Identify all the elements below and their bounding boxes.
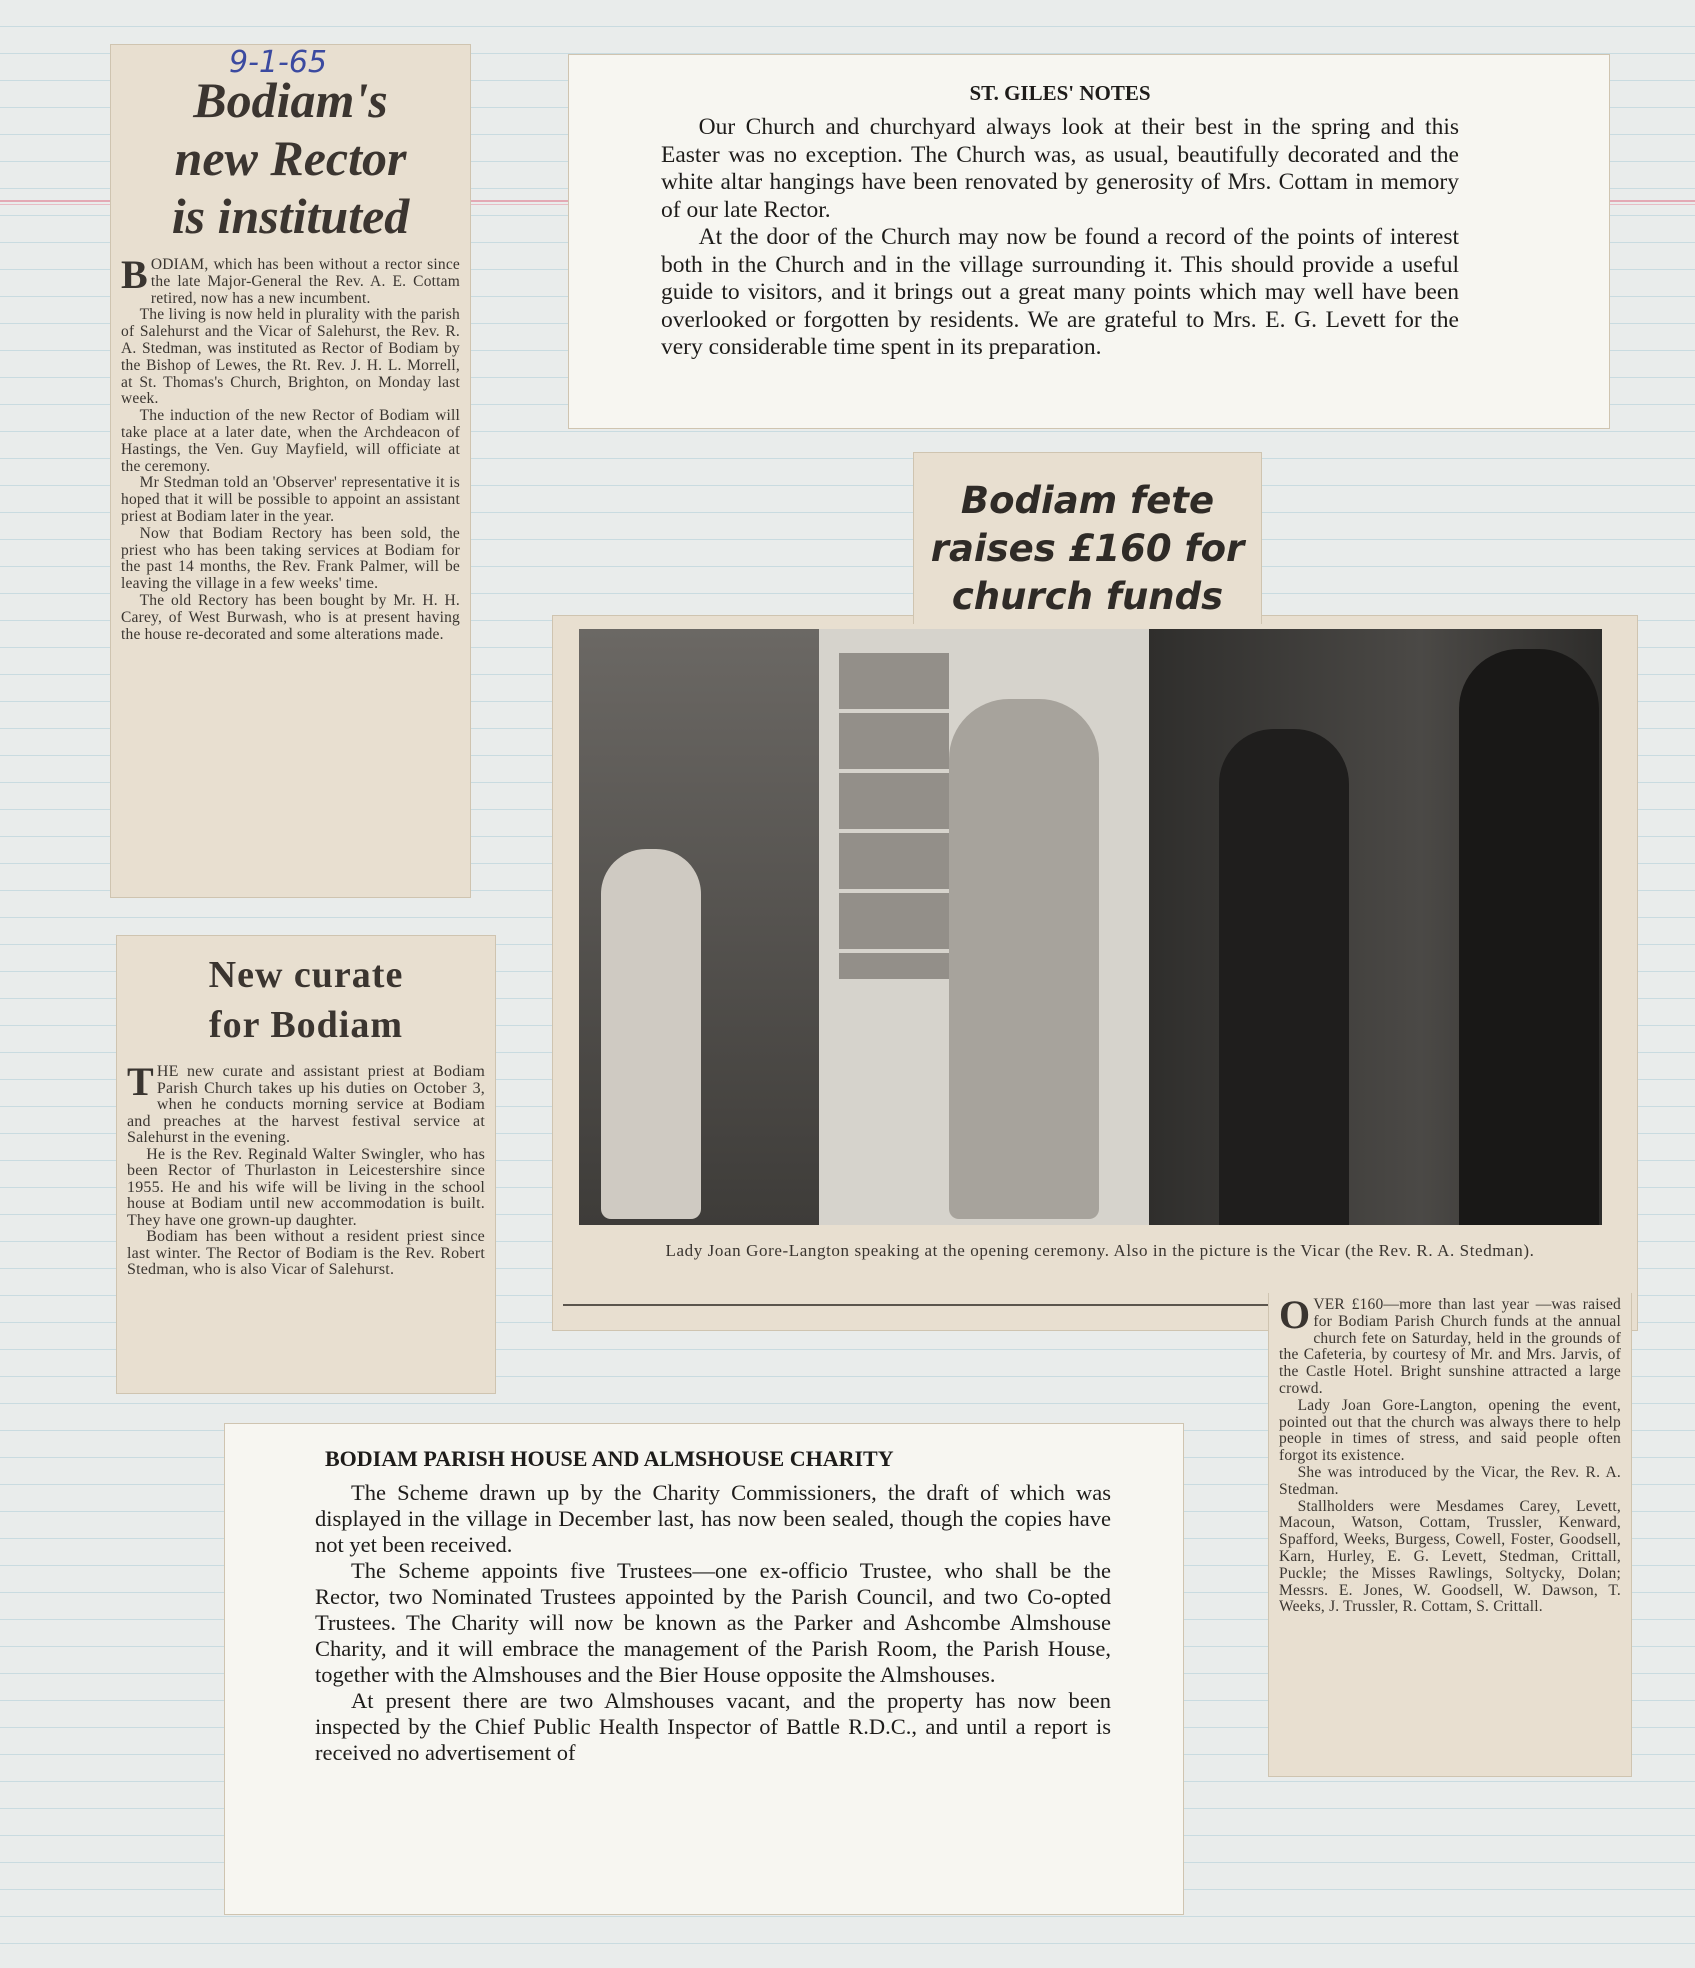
figure-lady [949,699,1099,1219]
photo-fete-opening [579,629,1602,1225]
paragraph: The living is now held in plurality with the parish of Salehurst and the Vicar of Salehurst, the Rev. R. A. Stedman, was instituted as Rector of Bodiam by the Bishop of Lewes, the Rt. Rev. J. H. L. Morrell, at St. Thomas's Church, Brighton, on Monday last week. [121,306,460,408]
fete-headline [913,452,1262,624]
paragraph: Our Church and churchyard always look at their best in the spring and this Easter was no exception. The Church was, as usual, beautifully decorated and the white altar hangings have been renovated by generosity of Mrs. Cottam in memory of our late Rector. [661,114,1459,223]
headline-line: church funds [951,575,1224,618]
figure-vicar [1219,729,1349,1225]
paragraph: The old Rectory has been bought by Mr. H. H. Carey, of West Burwash, who is at present having the house re-decorated and some alterations made. [121,591,460,643]
photo-caption: Lady Joan Gore-Langton speaking at the opening ceremony. Also in the picture is the Vicar (the Rev. R. A. Stedman). [665,1241,1535,1260]
clipping-fete-photo [552,615,1638,1337]
paragraph: Stallholders were Mesdames Carey, Levett, Macoun, Watson, Cottam, Trussler, Kenward, Spafford, Weeks, Burgess, Cowell, Foster, Goodsell, Karn, Hurley, E. G. Levett, Stedman, Crittall, Puckle; the Misses Rawlings, Soltycky, Dolan; Messrs. E. Jones, W. Goodsell, W. Dawson, T. Weeks, J. Trussler, R. Cottam, S. Crittall. [1279,1497,1621,1616]
figure-girl [601,849,701,1219]
paragraph: VER £160—more than last year —was raised for Bodiam Parish Church funds at the annual church fete on Saturday, held in the grounds of the Cafeteria, by courtesy of Mr. and Mrs. Jarvis, of the Castle Hotel. Bright sunshine attracted a large crowd. [1279,1296,1621,1397]
paragraph: Mr Stedman told an 'Observer' representative it is hoped that it will be possible to appoint an assistant priest at Bodiam later in the year. [121,474,460,525]
headline-line: for Bodiam [208,1004,404,1046]
clipping-almshouse-charity [224,1423,1184,1915]
paragraph: The induction of the new Rector of Bodiam will take place at a later date, when the Archdeacon of Hastings, the Ven. Guy Mayfield, will officiate at the ceremony. [121,407,460,475]
charity-title: BODIAM PARISH HOUSE AND ALMSHOUSE CHARITY [325,1446,894,1471]
paragraph: Bodiam has been without a resident priest since last winter. The Rector of Bodiam is the Rev. Robert Stedman, who is also Vicar of Salehurst. [127,1228,485,1278]
drop-cap: B [121,252,148,297]
clipping-new-curate [116,935,496,1394]
paragraph: At the door of the Church may now be found a record of the points of interest both in the Church and in the village surrounding it. This should provide a useful guide to visitors, and it brings out a great many points which may well have been overlooked or forgotten by residents. We are grateful to Mrs. E. G. Levett for the very considerable time spent in its preparation. [661,224,1459,360]
paragraph: The Scheme drawn up by the Charity Commissioners, the draft of which was displayed in the village in December last, has now been sealed, though the copies have not yet been received. [315,1480,1111,1557]
paragraph: ODIAM, which has been without a rector since the late Major-General the Rev. A. E. Cottam retired, now has a new incumbent. [150,256,460,307]
headline-line: raises £160 for [930,527,1245,570]
drop-cap: O [1279,1292,1311,1337]
headline-line: New curate [208,954,404,996]
clipping-fete-article [1268,1293,1632,1777]
clipping-new-rector [110,44,471,898]
paragraph: He is the Rev. Reginald Walter Swingler, who has been Rector of Thurlaston in Leicestershire since 1955. He and his wife will be living in the school house at Bodiam until new accommodation is built. They have one grown-up daughter. [127,1145,485,1229]
notes-title: ST. GILES' NOTES [969,81,1151,105]
paragraph: Lady Joan Gore-Langton, opening the event, pointed out that the church was always there to help people in times of stress, and said people often forgot its existence. [1279,1396,1621,1465]
handwritten-date: 9-1-65 [229,45,327,80]
paragraph: She was introduced by the Vicar, the Rev. R. A. Stedman. [1279,1463,1621,1498]
clipping-st-giles-notes [568,54,1610,429]
paragraph: Now that Bodiam Rectory has been sold, the priest who has been taking services at Bodiam for the past 14 months, the Rev. Frank Palmer, will be leaving the village in a few weeks' time. [121,524,460,593]
drop-cap: T [127,1059,154,1104]
headline-line: Bodiam fete [960,479,1215,522]
headline-line: Bodiam's [193,72,388,128]
headline-line: is instituted [171,188,410,244]
headline-line: new Rector [174,130,407,186]
paragraph: At present there are two Almshouses vacant, and the property has now been inspected by the Chief Public Health Inspector of Battle R.D.C., and until a report is received no advertisement of [315,1688,1111,1765]
paragraph: The Scheme appoints five Trustees—one ex-officio Trustee, who shall be the Rector, two Nominated Trustees appointed by the Parish Council, and two Co-opted Trustees. The Charity will now be known as the Parker and Ashcombe Almshouse Charity, and it will embrace the management of the Parish Room, the Parish House, together with the Almshouses and the Bier House opposite the Almshouses. [315,1558,1111,1687]
paragraph: HE new curate and assistant priest at Bodiam Parish Church takes up his duties on October 3, when he conducts morning service at Bodiam and preaches at the harvest festival service at Salehurst in the evening. [127,1063,485,1146]
figure-man [1459,649,1599,1225]
